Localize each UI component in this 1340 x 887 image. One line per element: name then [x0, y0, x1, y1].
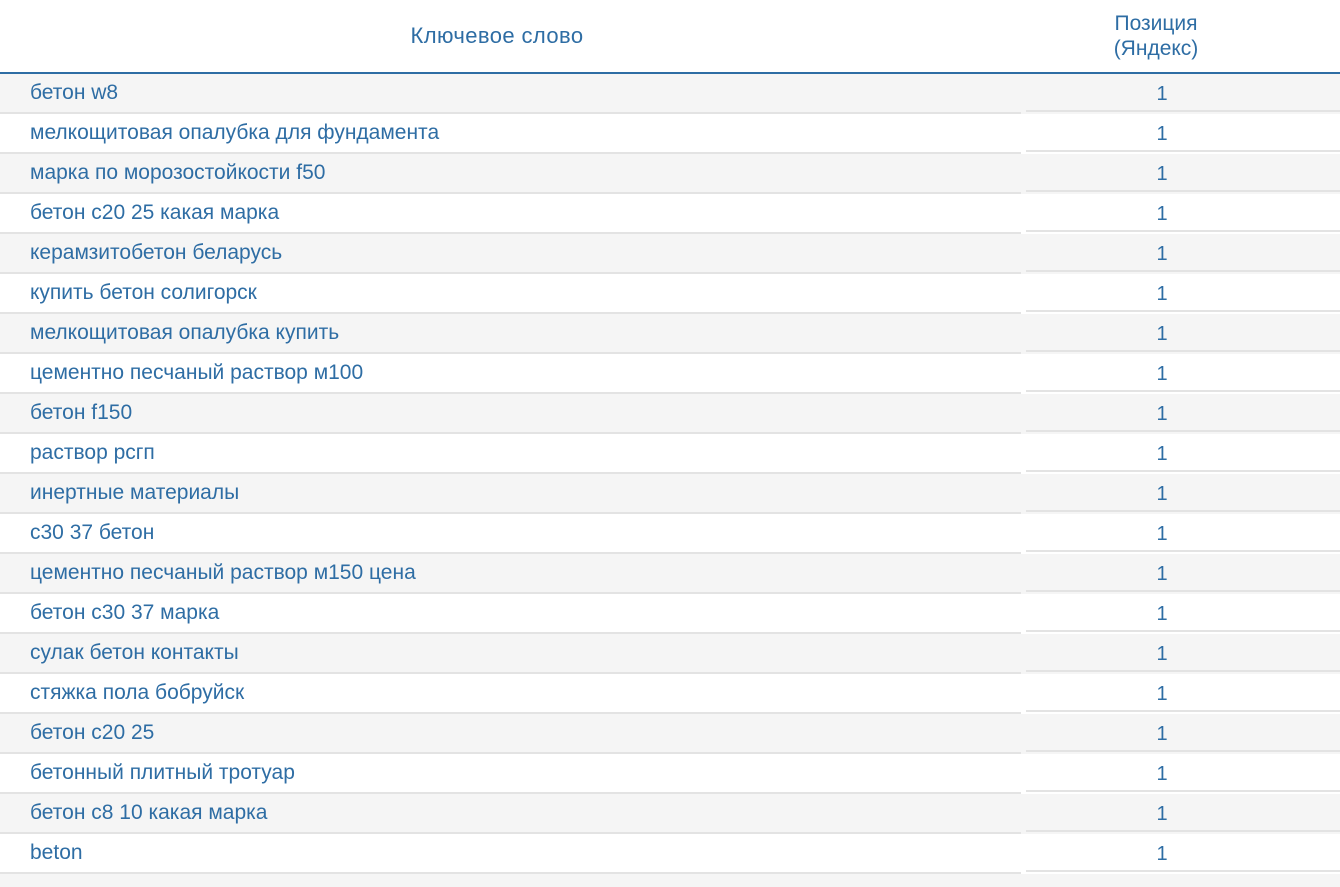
keyword-cell: стяжка пола бобруйск — [0, 674, 1021, 714]
table-row[interactable] — [0, 154, 1340, 194]
table-row[interactable] — [0, 474, 1340, 514]
position-cell: 1 — [1024, 114, 1340, 154]
table-row[interactable] — [0, 274, 1340, 314]
keyword-cell: бетон с20 25 какая марка — [0, 194, 1021, 234]
position-cell: 1 — [1024, 234, 1340, 274]
table-row[interactable] — [0, 714, 1340, 754]
table-row[interactable] — [0, 594, 1340, 634]
table-row[interactable] — [0, 634, 1340, 674]
table-row[interactable] — [0, 74, 1340, 114]
table-row[interactable] — [0, 514, 1340, 554]
table-row[interactable] — [0, 754, 1340, 794]
keyword-cell: марка по морозостойкости f50 — [0, 154, 1021, 194]
table-row[interactable] — [0, 114, 1340, 154]
position-cell: 1 — [1024, 314, 1340, 354]
table-header — [0, 0, 1340, 74]
column-header-keyword[interactable]: Ключевое слово — [410, 23, 584, 48]
keyword-cell: бетон с30 37 марка — [0, 594, 1021, 634]
position-cell: 1 — [1024, 194, 1340, 234]
table-row[interactable] — [0, 834, 1340, 874]
position-cell: 1 — [1024, 674, 1340, 714]
position-header-line2: (Яндекс) — [1113, 37, 1199, 60]
position-cell: 1 — [1024, 394, 1340, 434]
partial-next-row — [0, 874, 1340, 887]
position-cell: 1 — [1024, 274, 1340, 314]
position-cell: 1 — [1024, 634, 1340, 674]
table-row[interactable] — [0, 794, 1340, 834]
table-body — [0, 74, 1340, 874]
table-row[interactable] — [0, 314, 1340, 354]
keyword-cell: бетон с20 25 — [0, 714, 1021, 754]
keyword-cell: мелкощитовая опалубка для фундамента — [0, 114, 1021, 154]
keyword-cell: бетон с8 10 какая марка — [0, 794, 1021, 834]
position-cell: 1 — [1024, 794, 1340, 834]
table-row[interactable] — [0, 354, 1340, 394]
keyword-cell: с30 37 бетон — [0, 514, 1021, 554]
table-row[interactable] — [0, 674, 1340, 714]
keyword-cell: бетон f150 — [0, 394, 1021, 434]
position-cell: 1 — [1024, 554, 1340, 594]
keyword-cell: бетон w8 — [0, 74, 1021, 114]
position-header-line1: Позиция — [1114, 12, 1198, 35]
position-cell: 1 — [1024, 594, 1340, 634]
position-cell: 1 — [1024, 834, 1340, 874]
position-cell: 1 — [1024, 754, 1340, 794]
position-cell: 1 — [1024, 74, 1340, 114]
table-row[interactable] — [0, 394, 1340, 434]
keyword-cell: beton — [0, 834, 1021, 874]
position-cell: 1 — [1024, 474, 1340, 514]
table-row[interactable] — [0, 194, 1340, 234]
keyword-cell: цементно песчаный раствор м100 — [0, 354, 1021, 394]
keyword-cell: инертные материалы — [0, 474, 1021, 514]
position-cell: 1 — [1024, 154, 1340, 194]
position-cell: 1 — [1024, 354, 1340, 394]
keyword-cell: купить бетон солигорск — [0, 274, 1021, 314]
keyword-cell: цементно песчаный раствор м150 цена — [0, 554, 1021, 594]
position-cell: 1 — [1024, 434, 1340, 474]
keyword-cell: сулак бетон контакты — [0, 634, 1021, 674]
column-header-position[interactable] — [1024, 11, 1340, 61]
table-row[interactable] — [0, 554, 1340, 594]
keyword-cell: мелкощитовая опалубка купить — [0, 314, 1021, 354]
position-cell: 1 — [1024, 714, 1340, 754]
keyword-cell: керамзитобетон беларусь — [0, 234, 1021, 274]
keyword-cell: раствор рсгп — [0, 434, 1021, 474]
table-row[interactable] — [0, 234, 1340, 274]
keyword-cell: бетонный плитный тротуар — [0, 754, 1021, 794]
position-cell: 1 — [1024, 514, 1340, 554]
table-row[interactable] — [0, 434, 1340, 474]
